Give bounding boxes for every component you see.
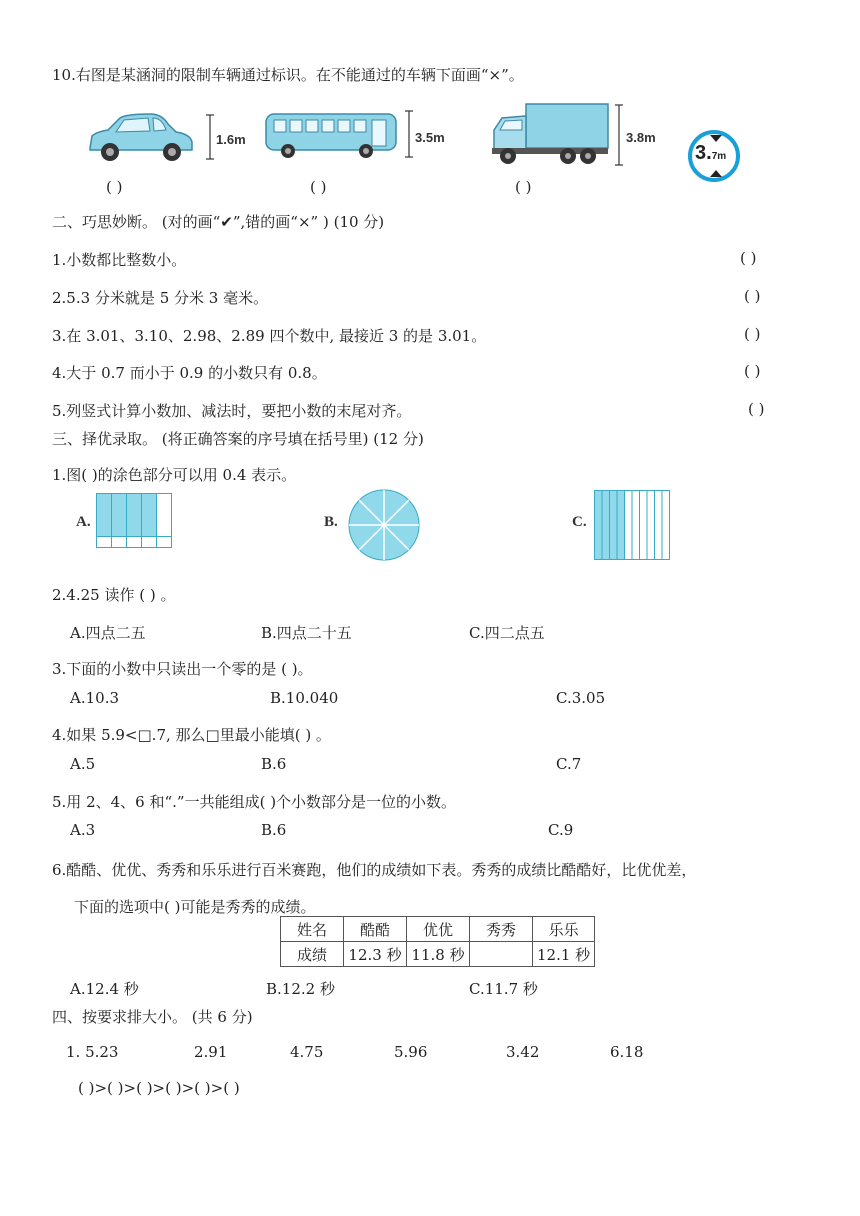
sign-top-arrow-icon [710, 135, 722, 142]
table-cell: 酷酷 [344, 917, 407, 942]
figure-b-label: B. [324, 514, 338, 530]
s2-item-4: 4.大于 0.7 而小于 0.9 的小数只有 0.8。 [52, 364, 327, 382]
s3-q6-option-a[interactable]: A.12.4 秒 [70, 980, 139, 998]
car-icon [86, 110, 196, 166]
s4-answer-line[interactable]: ( )>( )>( )>( )>( )>( ) [78, 1079, 240, 1097]
s4-number-2: 2.91 [194, 1043, 228, 1061]
q10-text: 10.右图是某涵洞的限制车辆通过标识。在不能通过的车辆下面画“×”。 [52, 66, 524, 84]
sign-value: 3. [695, 142, 712, 164]
s4-number-5: 3.42 [506, 1043, 540, 1061]
s3-q2-option-b[interactable]: B.四点二十五 [261, 624, 352, 642]
s2-item-5: 5.列竖式计算小数加、减法时，要把小数的末尾对齐。 [52, 402, 412, 420]
table-cell: 11.8 秒 [407, 942, 470, 967]
truck-height-label: 3.8m [626, 130, 656, 145]
s3-q1-text: 1.图( )的涂色部分可以用 0.4 表示。 [52, 466, 297, 484]
sign-unit: 7m [711, 151, 727, 162]
s3-q4-text: 4.如果 5.9<□.7, 那么□里最小能填( ) 。 [52, 726, 331, 744]
s4-number-4: 5.96 [394, 1043, 428, 1061]
s4-number-1: 1. 5.23 [66, 1043, 119, 1061]
s2-item-4-paren[interactable]: ( ) [744, 362, 761, 380]
bus-answer-paren[interactable]: ( ) [310, 178, 327, 196]
s3-q6-text-line1: 6.酷酷、优优、秀秀和乐乐进行百米赛跑，他们的成绩如下表。秀秀的成绩比酷酷好，比优优差， [52, 861, 697, 879]
car-answer-paren[interactable]: ( ) [106, 178, 123, 196]
s2-item-1: 1.小数都比整数小。 [52, 251, 187, 269]
height-limit-sign [688, 130, 740, 182]
s3-q5-option-c[interactable]: C.9 [548, 821, 574, 839]
truck-height-bracket [614, 104, 624, 166]
table-cell: 优优 [407, 917, 470, 942]
s2-item-2-paren[interactable]: ( ) [744, 287, 761, 305]
table-cell: 秀秀 [470, 917, 533, 942]
s2-item-1-paren[interactable]: ( ) [740, 249, 757, 267]
bus-height-bracket [404, 110, 414, 158]
s2-item-3-paren[interactable]: ( ) [744, 325, 761, 343]
figure-a-label: A. [76, 514, 91, 530]
table-cell-blank[interactable] [470, 942, 533, 967]
score-table [280, 916, 595, 967]
s3-q5-option-b[interactable]: B.6 [261, 821, 287, 839]
s3-q6-option-b[interactable]: B.12.2 秒 [266, 980, 335, 998]
car-height-bracket [205, 114, 215, 160]
s3-q3-option-c[interactable]: C.3.05 [556, 689, 606, 707]
table-cell: 12.1 秒 [533, 942, 595, 967]
table-cell: 成绩 [281, 942, 344, 967]
table-header-row [281, 917, 595, 942]
s2-item-2: 2.5.3 分米就是 5 分米 3 毫米。 [52, 289, 269, 307]
s3-q4-option-a[interactable]: A.5 [70, 755, 96, 773]
car-height-label: 1.6m [216, 132, 246, 147]
table-cell: 姓名 [281, 917, 344, 942]
s3-q3-text: 3.下面的小数中只读出一个零的是 ( )。 [52, 660, 313, 678]
s3-q5-option-a[interactable]: A.3 [70, 821, 96, 839]
figure-b [347, 488, 421, 562]
figure-c-label: C. [572, 514, 587, 530]
s3-q3-option-a[interactable]: A.10.3 [70, 689, 119, 707]
section2-title: 二、巧思妙断。 (对的画“✔”,错的画“×” ) (10 分) [52, 213, 385, 231]
sign-bottom-arrow-icon [710, 170, 722, 177]
s3-q2-option-a[interactable]: A.四点二五 [70, 624, 146, 642]
s3-q5-text: 5.用 2、4、6 和“.”一共能组成( )个小数部分是一位的小数。 [52, 793, 457, 811]
s4-number-6: 6.18 [610, 1043, 644, 1061]
section3-title: 三、择优录取。 (将正确答案的序号填在括号里) (12 分) [52, 430, 424, 448]
section4-title: 四、按要求排大小。 (共 6 分) [52, 1008, 253, 1026]
table-row [281, 942, 595, 967]
s2-item-5-paren[interactable]: ( ) [748, 400, 765, 418]
s3-q4-option-b[interactable]: B.6 [261, 755, 287, 773]
s3-q3-option-b[interactable]: B.10.040 [270, 689, 339, 707]
bus-height-label: 3.5m [415, 130, 445, 145]
figure-c [594, 490, 672, 560]
s3-q6-text-line2: 下面的选项中( )可能是秀秀的成绩。 [74, 898, 316, 916]
figure-a [96, 493, 176, 549]
truck-answer-paren[interactable]: ( ) [515, 178, 532, 196]
table-cell: 乐乐 [533, 917, 595, 942]
s3-q2-option-c[interactable]: C.四二点五 [469, 624, 545, 642]
bus-icon [262, 110, 402, 160]
s3-q4-option-c[interactable]: C.7 [556, 755, 582, 773]
s3-q2-text: 2.4.25 读作 ( ) 。 [52, 586, 176, 604]
s3-q6-option-c[interactable]: C.11.7 秒 [469, 980, 538, 998]
table-cell: 12.3 秒 [344, 942, 407, 967]
truck-icon [490, 100, 612, 166]
s4-number-3: 4.75 [290, 1043, 324, 1061]
s2-item-3: 3.在 3.01、3.10、2.98、2.89 四个数中, 最接近 3 的是 3.01。 [52, 327, 487, 345]
